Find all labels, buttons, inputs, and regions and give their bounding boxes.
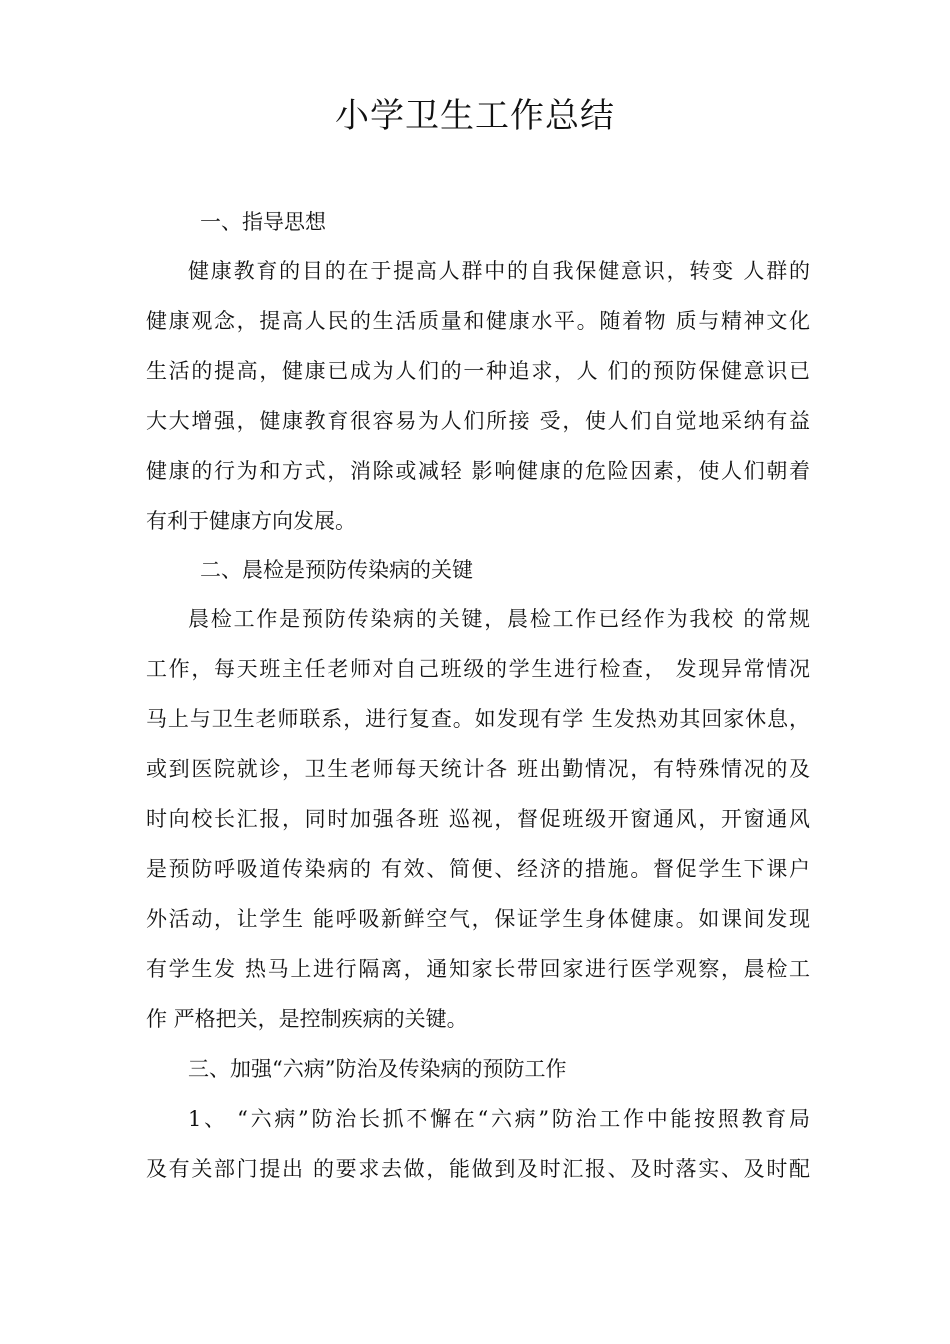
paragraph-line: 大大增强，健康教育很容易为人们所接 受，使人们自觉地采纳有益 (146, 409, 810, 433)
section-heading-3: 三、加强“六病”防治及传染病的预防工作 (188, 1057, 567, 1081)
section-heading-2: 二、晨检是预防传染病的关键 (200, 558, 473, 582)
paragraph-line: 有利于健康方向发展。 (146, 509, 356, 533)
paragraph-line: 是预防呼吸道传染病的 有效、简便、经济的措施。督促学生下课户 (146, 857, 810, 881)
paragraph-line: 及有关部门提出 的要求去做，能做到及时汇报、及时落实、及时配 (146, 1157, 810, 1181)
paragraph-line: 外活动，让学生 能呼吸新鲜空气，保证学生身体健康。如课间发现 (146, 907, 810, 931)
paragraph-line: 时向校长汇报，同时加强各班 巡视，督促班级开窗通风，开窗通风 (146, 807, 810, 831)
paragraph-line: 马上与卫生老师联系，进行复查。如发现有学 生发热劝其回家休息， (146, 707, 810, 731)
paragraph-line: 健康教育的目的在于提高人群中的自我保健意识，转变 人群的 (188, 259, 810, 283)
paragraph-line: 有学生发 热马上进行隔离，通知家长带回家进行医学观察，晨检工 (146, 957, 810, 981)
paragraph-line: 1、 “六病”防治长抓不懈在“六病”防治工作中能按照教育局 (188, 1107, 810, 1131)
section-heading-1: 一、指导思想 (200, 210, 326, 234)
paragraph-line: 或到医院就诊，卫生老师每天统计各 班出勤情况，有特殊情况的及 (146, 757, 810, 781)
document-title: 小学卫生工作总结 (335, 96, 615, 136)
paragraph-line: 健康观念，提高人民的生活质量和健康水平。随着物 质与精神文化 (146, 309, 810, 333)
paragraph-line: 生活的提高，健康已成为人们的一种追求，人 们的预防保健意识已 (146, 359, 810, 383)
paragraph-line: 作 严格把关，是控制疾病的关键。 (146, 1007, 468, 1031)
paragraph-line: 健康的行为和方式，消除或减轻 影响健康的危险因素，使人们朝着 (146, 459, 810, 483)
paragraph-line: 工作，每天班主任老师对自己班级的学生进行检查， 发现异常情况 (146, 657, 810, 681)
paragraph-line: 晨检工作是预防传染病的关键，晨检工作已经作为我校 的常规 (188, 607, 810, 631)
